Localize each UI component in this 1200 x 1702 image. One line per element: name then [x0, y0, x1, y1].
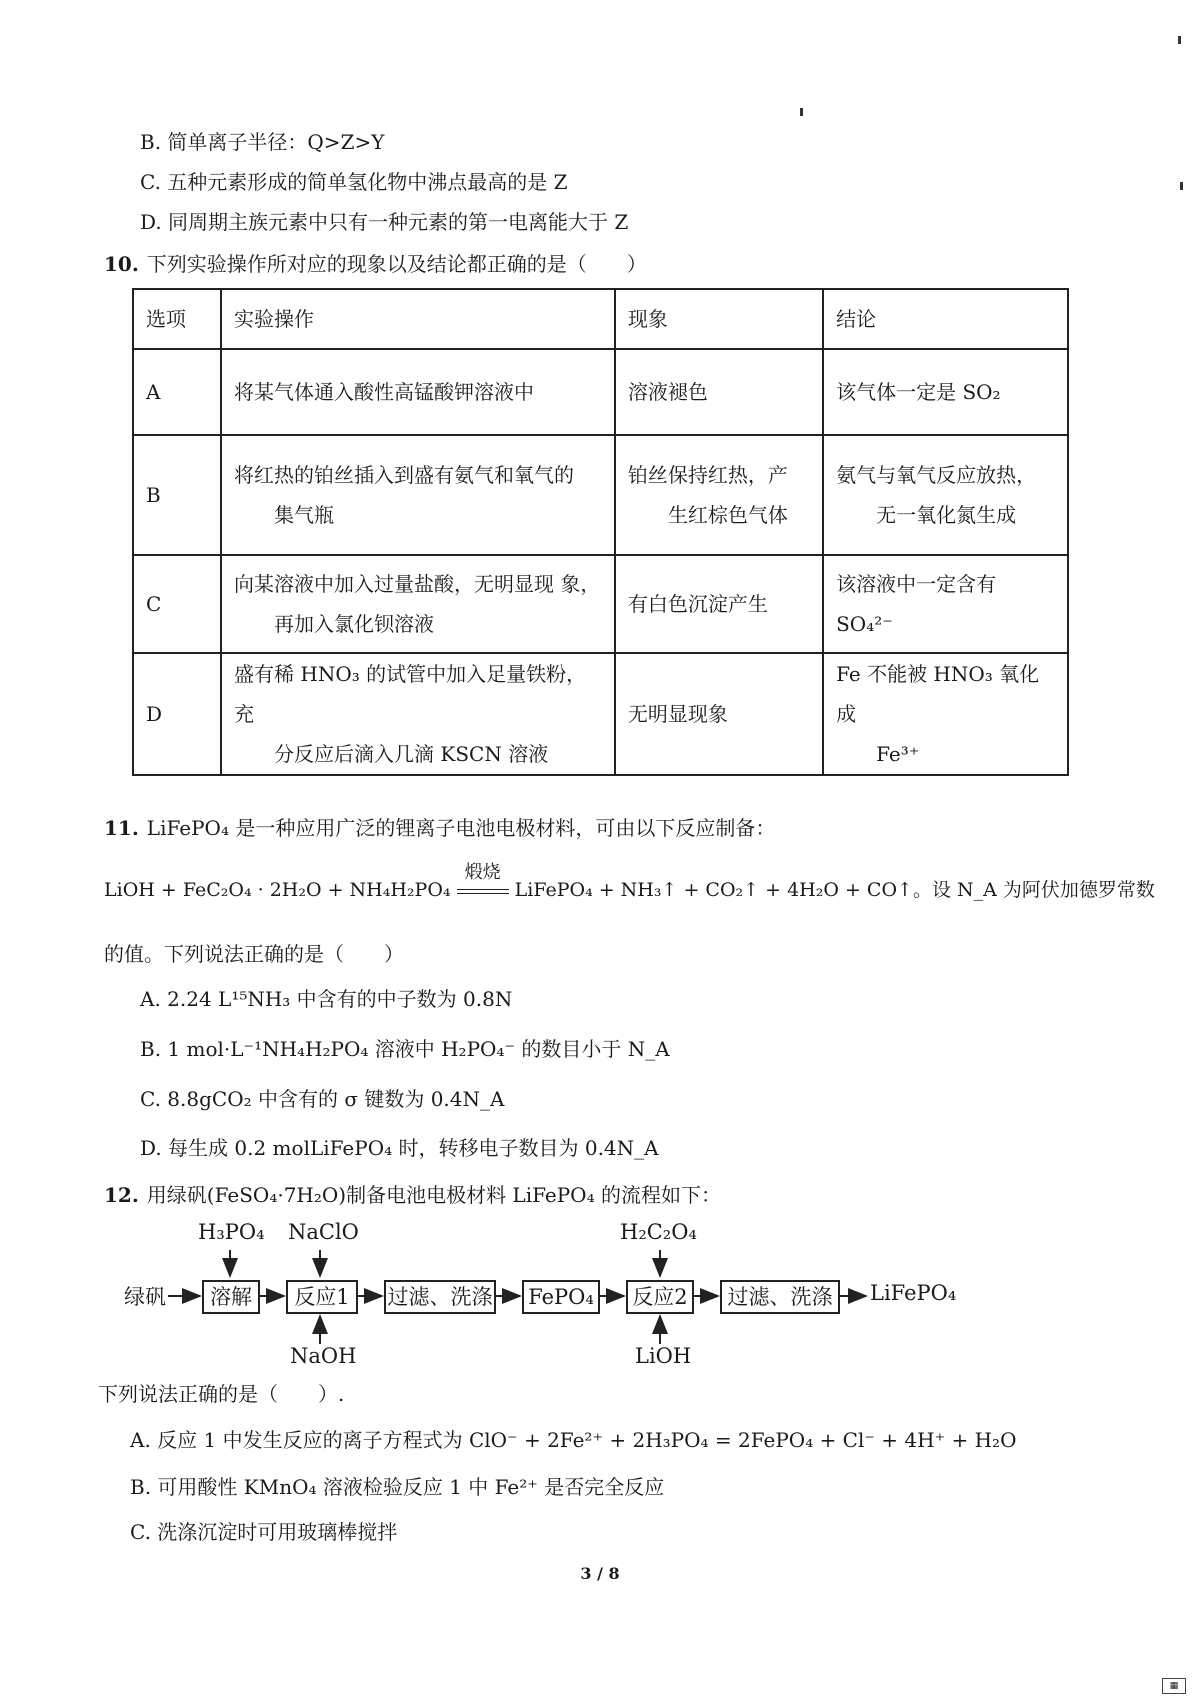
q12-option-b: B. 可用酸性 KMnO₄ 溶液检验反应 1 中 Fe²⁺ 是否完全反应	[130, 1475, 665, 1499]
header-conclusion: 结论	[823, 289, 1068, 349]
cell-line: 溶液褪色	[627, 380, 708, 404]
row-option: C	[133, 555, 221, 653]
condition-label: 煅烧	[464, 861, 501, 883]
row-phenomenon	[615, 555, 823, 653]
scan-mark	[1180, 182, 1183, 190]
cell-line: 向某溶液中加入过量盐酸，无明显现 象，	[234, 572, 601, 596]
question-text: LiFePO₄ 是一种应用广泛的锂离子电池电极材料，可由以下反应制备：	[146, 816, 776, 840]
q11-stem	[104, 814, 775, 842]
cell-line: Fe 不能被 HNO₃ 氧化成	[836, 662, 1040, 726]
cell-line: Fe³⁺	[876, 742, 920, 766]
flow-end-label: LiFePO₄	[870, 1281, 957, 1305]
reagent-label: H₂C₂O₄	[620, 1220, 697, 1244]
flow-box-filter-wash: 过滤、洗涤	[720, 1280, 840, 1314]
question-text: 下列实验操作所对应的现象以及结论都正确的是（ ）	[146, 252, 647, 276]
row-option: D	[133, 653, 221, 775]
row-conclusion	[823, 435, 1068, 555]
header-phenomenon: 现象	[615, 289, 823, 349]
row-phenomenon	[615, 435, 823, 555]
flow-box-fepo4: FePO₄	[522, 1280, 600, 1314]
scan-mark	[800, 108, 803, 116]
question-number: 11.	[104, 816, 139, 840]
row-phenomenon	[615, 349, 823, 435]
equation-reactants: LiOH + FeC₂O₄ · 2H₂O + NH₄H₂PO₄	[104, 879, 451, 901]
equation-condition	[457, 861, 509, 894]
cell-line: 该溶液中一定含有 SO₄²⁻	[836, 572, 997, 636]
q9-option-c: C. 五种元素形成的简单氢化物中沸点最高的是 Z	[140, 170, 568, 194]
table-row	[133, 435, 1068, 555]
page-number: 3 / 8	[580, 1564, 620, 1583]
cell-line: 有白色沉淀产生	[627, 592, 768, 616]
row-operation	[221, 555, 615, 653]
q12-stem-continued: 下列说法正确的是（ ）.	[98, 1382, 345, 1406]
row-option: A	[133, 349, 221, 435]
q12-stem	[104, 1181, 721, 1209]
row-operation	[221, 349, 615, 435]
q12-option-a: A. 反应 1 中发生反应的离子方程式为 ClO⁻ + 2Fe²⁺ + 2H₃PO₄ = 2FePO₄ + Cl⁻ + 4H⁺ + H₂O	[130, 1428, 1017, 1452]
reagent-label: NaOH	[290, 1344, 357, 1368]
question-text: 用绿矾(FeSO₄·7H₂O)制备电池电极材料 LiFePO₄ 的流程如下：	[146, 1183, 721, 1207]
q11-stem-continued: 的值。下列说法正确的是（ ）	[104, 942, 404, 966]
question-number: 12.	[104, 1183, 139, 1207]
q12-option-c: C. 洗涤沉淀时可用玻璃棒搅拌	[130, 1520, 398, 1544]
header-operation: 实验操作	[221, 289, 615, 349]
cell-line: 氨气与氧气反应放热，	[836, 463, 1037, 487]
cell-line: 生红棕色气体	[667, 503, 788, 527]
double-line	[457, 889, 509, 894]
flow-box-dissolve: 溶解	[202, 1280, 260, 1314]
q9-option-b: B. 简单离子半径：Q>Z>Y	[140, 130, 385, 154]
row-option: B	[133, 435, 221, 555]
watermark-logo: ▦	[1162, 1678, 1186, 1694]
table-header-row	[133, 289, 1068, 349]
q11-option-c: C. 8.8gCO₂ 中含有的 σ 键数为 0.4N_A	[140, 1087, 505, 1111]
cell-line: 盛有稀 HNO₃ 的试管中加入足量铁粉，充	[234, 662, 587, 726]
cell-line: 集气瓶	[274, 503, 335, 527]
row-operation	[221, 435, 615, 555]
row-phenomenon	[615, 653, 823, 775]
q11-equation	[104, 861, 1155, 904]
flow-box-reaction1: 反应1	[286, 1280, 358, 1314]
reagent-label: NaClO	[288, 1220, 359, 1244]
cell-line: 再加入氯化钡溶液	[274, 612, 435, 636]
equation-products: LiFePO₄ + NH₃↑ + CO₂↑ + 4H₂O + CO↑。设 N_A 为阿伏加德罗常数	[514, 879, 1155, 901]
q9-option-d: D. 同周期主族元素中只有一种元素的第一电离能大于 Z	[140, 210, 629, 234]
table-row	[133, 349, 1068, 435]
cell-line: 将红热的铂丝插入到盛有氨气和氧气的	[234, 463, 575, 487]
row-conclusion	[823, 653, 1068, 775]
table-row	[133, 555, 1068, 653]
reagent-label: LiOH	[635, 1344, 692, 1368]
flow-box-reaction2: 反应2	[626, 1280, 694, 1314]
q10-table	[132, 288, 1069, 776]
flow-box-filter-wash: 过滤、洗涤	[384, 1280, 496, 1314]
flow-start-label: 绿矾	[124, 1285, 166, 1309]
cell-line: 该气体一定是 SO₂	[836, 380, 1001, 404]
table-row	[133, 653, 1068, 775]
header-option: 选项	[133, 289, 221, 349]
row-conclusion	[823, 349, 1068, 435]
cell-line: 分反应后滴入几滴 KSCN 溶液	[274, 742, 549, 766]
cell-line: 无一氧化氮生成	[876, 503, 1017, 527]
cell-line: 将某气体通入酸性高锰酸钾溶液中	[234, 380, 535, 404]
cell-line: 无明显现象	[627, 702, 728, 726]
process-flow-diagram	[120, 1220, 1000, 1370]
scan-mark	[1178, 36, 1181, 44]
q11-option-a: A. 2.24 L¹⁵NH₃ 中含有的中子数为 0.8N	[140, 987, 513, 1011]
row-operation	[221, 653, 615, 775]
q11-option-b: B. 1 mol·L⁻¹NH₄H₂PO₄ 溶液中 H₂PO₄⁻ 的数目小于 N_A	[140, 1037, 670, 1061]
q10-stem	[104, 250, 647, 278]
reagent-label: H₃PO₄	[198, 1220, 265, 1244]
row-conclusion	[823, 555, 1068, 653]
cell-line: 铂丝保持红热，产	[627, 463, 788, 487]
q11-option-d: D. 每生成 0.2 molLiFePO₄ 时，转移电子数目为 0.4N_A	[140, 1136, 659, 1160]
question-number: 10.	[104, 252, 139, 276]
